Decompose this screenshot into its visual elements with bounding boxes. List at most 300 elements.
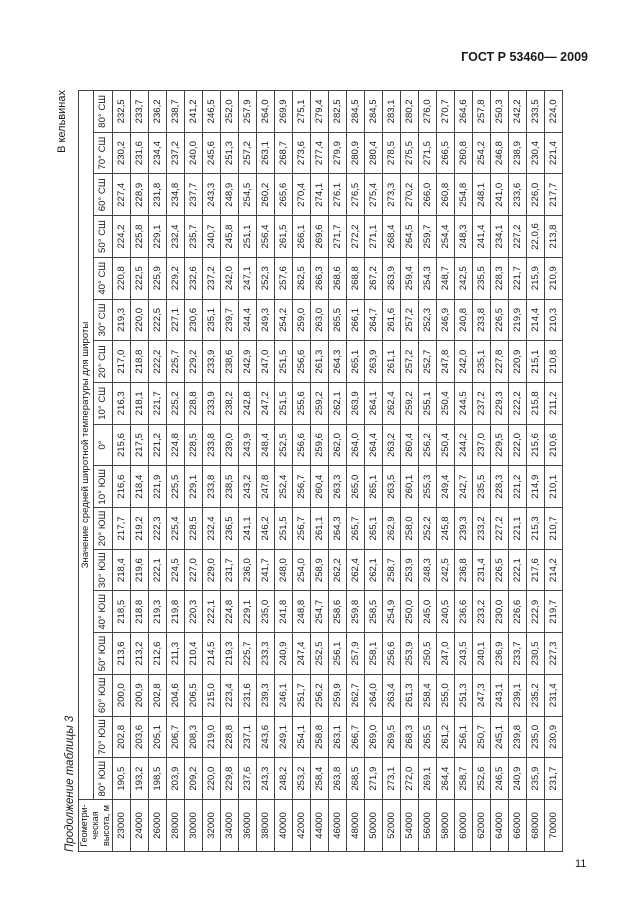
temperature-cell: 262,4 — [347, 549, 365, 591]
altitude-cell: 54000 — [401, 800, 419, 852]
temperature-cell: 246,5 — [203, 91, 221, 133]
table-row — [293, 91, 311, 852]
temperature-cell: 261,3 — [401, 674, 419, 716]
altitude-cell: 50000 — [365, 800, 383, 852]
temperature-cell: 258,6 — [329, 591, 347, 633]
temperature-cell: 254,7 — [311, 591, 329, 633]
temperature-cell: 256,2 — [419, 424, 437, 466]
temperature-cell: 225,9 — [149, 257, 167, 299]
temperature-cell: 219,2 — [131, 508, 149, 550]
temperature-cell: 210,1 — [545, 466, 563, 508]
standard-designation: ГОСТ Р 53460— 2009 — [461, 50, 588, 64]
temperature-cell: 245,1 — [491, 716, 509, 758]
temperature-cell: 268,6 — [329, 257, 347, 299]
temperature-cell: 242,5 — [455, 257, 473, 299]
temperature-cell: 269,1 — [419, 758, 437, 800]
temperature-cell: 265,0 — [347, 466, 365, 508]
temperature-cell: 273,1 — [383, 758, 401, 800]
temperature-cell: 280,2 — [401, 91, 419, 133]
temperature-cell: 263,9 — [347, 382, 365, 424]
temperature-cell: 271,1 — [365, 216, 383, 258]
temperature-cell: 262,1 — [329, 382, 347, 424]
temperature-cell: 242,8 — [239, 382, 257, 424]
latitude-columns-row — [93, 91, 112, 852]
temperature-cell: 245,0 — [419, 591, 437, 633]
latitude-column-header: 70° ЮШ — [93, 716, 112, 758]
latitude-column-header: 50° СШ — [93, 216, 112, 258]
latitude-column-header: 40° СШ — [93, 257, 112, 299]
table-caption: Продолжение таблицы 3 — [64, 715, 76, 852]
temperature-cell: 252,0 — [221, 91, 239, 133]
temperature-cell: 210,6 — [545, 424, 563, 466]
temperature-cell: 230,0 — [491, 591, 509, 633]
temperature-cell: 221,7 — [149, 382, 167, 424]
temperature-cell: 228,5 — [185, 424, 203, 466]
temperature-cell: 276,1 — [329, 174, 347, 216]
temperature-cell: 233,6 — [509, 174, 527, 216]
temperature-cell: 213,2 — [131, 633, 149, 675]
temperature-cell: 245,6 — [203, 132, 221, 174]
temperature-cell: 263,5 — [383, 466, 401, 508]
temperature-cell: 261,3 — [311, 341, 329, 383]
temperature-cell: 215,1 — [527, 341, 545, 383]
temperature-cell: 248,2 — [275, 758, 293, 800]
temperature-cell: 264,4 — [365, 424, 383, 466]
temperature-cell: 210,3 — [545, 299, 563, 341]
table-row — [329, 91, 347, 852]
temperature-cell: 236,6 — [455, 591, 473, 633]
temperature-cell: 243,3 — [203, 174, 221, 216]
temperature-cell: 221,9 — [149, 466, 167, 508]
temperature-cell: 262,0 — [329, 424, 347, 466]
temperature-cell: 233,3 — [257, 633, 275, 675]
table-row — [167, 91, 185, 852]
temperature-cell: 264,3 — [329, 341, 347, 383]
temperature-cell: 217,7 — [545, 174, 563, 216]
latitude-column-header: 40° ЮШ — [93, 591, 112, 633]
temperature-cell: 259,8 — [347, 591, 365, 633]
temperature-cell: 253,2 — [293, 758, 311, 800]
temperature-cell: 214,2 — [545, 549, 563, 591]
temperature-cell: 258,7 — [455, 758, 473, 800]
temperature-cell: 262,4 — [383, 382, 401, 424]
temperature-cell: 230,6 — [185, 299, 203, 341]
temperature-cell: 243,3 — [257, 758, 275, 800]
temperature-cell: 252,2 — [419, 508, 437, 550]
temperature-cell: 248,0 — [275, 549, 293, 591]
temperature-cell: 233,8 — [203, 466, 221, 508]
altitude-cell: 32000 — [203, 800, 221, 852]
temperature-cell: 221,4 — [545, 132, 563, 174]
temperature-cell: 213,6 — [113, 633, 131, 675]
temperature-cell: 275,1 — [293, 91, 311, 133]
temperature-cell: 202,8 — [113, 716, 131, 758]
temperature-cell: 269,6 — [311, 216, 329, 258]
temperature-cell: 236,5 — [221, 508, 239, 550]
temperature-cell: 253,9 — [401, 549, 419, 591]
temperature-cell: 231,6 — [239, 674, 257, 716]
latitude-column-header: 10° СШ — [93, 382, 112, 424]
temperature-cell: 242,0 — [221, 257, 239, 299]
altitude-cell: 48000 — [347, 800, 365, 852]
temperature-cell: 198,5 — [149, 758, 167, 800]
temperature-cell: 270,7 — [437, 91, 455, 133]
temperature-cell: 263,2 — [383, 424, 401, 466]
temperature-cell: 200,0 — [113, 674, 131, 716]
altitude-cell: 34000 — [221, 800, 239, 852]
temperature-cell: 235,9 — [527, 758, 545, 800]
temperature-cell: 239,1 — [509, 674, 527, 716]
temperature-cell: 236,0 — [239, 549, 257, 591]
temperature-cell: 278,5 — [383, 132, 401, 174]
temperature-cell: 233,9 — [203, 382, 221, 424]
temperature-cell: 222,2 — [149, 341, 167, 383]
temperature-cell: 240,9 — [509, 758, 527, 800]
table-body — [113, 91, 563, 852]
temperature-cell: 277,4 — [311, 132, 329, 174]
latitude-column-header: 70° СШ — [93, 132, 112, 174]
temperature-cell: 258,1 — [365, 633, 383, 675]
temperature-cell: 282,5 — [329, 91, 347, 133]
temperature-cell: 251,3 — [221, 132, 239, 174]
temperature-cell: 235,1 — [473, 341, 491, 383]
temperature-cell: 241,7 — [257, 549, 275, 591]
temperature-cell: 252,7 — [419, 341, 437, 383]
temperature-cell: 241,0 — [491, 174, 509, 216]
temperature-cell: 203,6 — [131, 716, 149, 758]
temperature-cell: 215,6 — [113, 424, 131, 466]
temperature-cell: 233,7 — [509, 633, 527, 675]
temperature-cell: 215,3 — [527, 508, 545, 550]
temperature-cell: 237,1 — [239, 716, 257, 758]
temperature-cell: 234,4 — [149, 132, 167, 174]
temperature-cell: 227,0 — [185, 549, 203, 591]
temperature-cell: 222,0 — [509, 424, 527, 466]
temperature-cell: 256,1 — [329, 633, 347, 675]
temperature-cell: 219,3 — [113, 299, 131, 341]
temperature-cell: 247,3 — [473, 674, 491, 716]
temperature-cell: 237,6 — [239, 758, 257, 800]
temperature-cell: 218,8 — [131, 591, 149, 633]
temperature-cell: 254,2 — [473, 132, 491, 174]
temperature-cell: 240,8 — [455, 299, 473, 341]
temperature-cell: 222,1 — [149, 549, 167, 591]
altitude-cell: 60000 — [455, 800, 473, 852]
temperature-cell: 240,7 — [203, 216, 221, 258]
temperature-table — [78, 90, 563, 852]
temperature-cell: 262,2 — [329, 549, 347, 591]
altitude-cell: 68000 — [527, 800, 545, 852]
temperature-cell: 260,2 — [257, 174, 275, 216]
temperature-cell: 265,6 — [275, 174, 293, 216]
table-row — [203, 91, 221, 852]
temperature-cell: 233,5 — [527, 91, 545, 133]
temperature-cell: 248,7 — [437, 257, 455, 299]
temperature-cell: 261,5 — [275, 216, 293, 258]
table-row — [527, 91, 545, 852]
temperature-cell: 259,6 — [311, 424, 329, 466]
temperature-cell: 217,7 — [113, 508, 131, 550]
temperature-cell: 214,4 — [527, 299, 545, 341]
temperature-cell: 215,8 — [527, 382, 545, 424]
temperature-cell: 216,3 — [113, 382, 131, 424]
temperature-cell: 257,9 — [347, 633, 365, 675]
temperature-cell: 228,3 — [491, 466, 509, 508]
temperature-cell: 269,0 — [365, 716, 383, 758]
temperature-cell: 232,5 — [113, 91, 131, 133]
temperature-cell: 247,0 — [437, 633, 455, 675]
temperature-cell: 222,5 — [149, 299, 167, 341]
temperature-cell: 241,8 — [275, 591, 293, 633]
temperature-cell: 257,2 — [401, 341, 419, 383]
temperature-cell: 231,4 — [545, 674, 563, 716]
temperature-cell: 248,3 — [419, 549, 437, 591]
temperature-cell: 265,5 — [419, 716, 437, 758]
temperature-cell: 243,1 — [491, 674, 509, 716]
temperature-cell: 260,1 — [401, 466, 419, 508]
temperature-cell: 259,2 — [311, 382, 329, 424]
altitude-cell: 36000 — [239, 800, 257, 852]
temperature-cell: 254,1 — [293, 716, 311, 758]
table-row — [455, 91, 473, 852]
temperature-cell: 244,2 — [455, 424, 473, 466]
temperature-cell: 222,5 — [131, 257, 149, 299]
temperature-cell: 235,1 — [203, 299, 221, 341]
temperature-cell: 262,1 — [365, 549, 383, 591]
temperature-cell: 265,1 — [365, 508, 383, 550]
temperature-cell: 234,1 — [491, 216, 509, 258]
temperature-cell: 248,8 — [293, 591, 311, 633]
temperature-cell: 228,8 — [221, 716, 239, 758]
temperature-cell: 235,5 — [473, 466, 491, 508]
temperature-cell: 251,5 — [275, 508, 293, 550]
temperature-cell: 260,4 — [311, 466, 329, 508]
temperature-cell: 229,2 — [185, 341, 203, 383]
temperature-cell: 249,4 — [437, 466, 455, 508]
temperature-cell: 190,5 — [113, 758, 131, 800]
temperature-cell: 256,6 — [383, 633, 401, 675]
temperature-cell: 251,7 — [293, 674, 311, 716]
table-row — [473, 91, 491, 852]
temperature-cell: 253,9 — [401, 633, 419, 675]
temperature-cell: 230,4 — [527, 132, 545, 174]
temperature-cell: 279,9 — [329, 132, 347, 174]
temperature-cell: 271,9 — [365, 758, 383, 800]
temperature-cell: 219,3 — [221, 633, 239, 675]
temperature-cell: 256,6 — [293, 424, 311, 466]
temperature-cell: 221,1 — [509, 508, 527, 550]
temperature-cell: 218,4 — [131, 466, 149, 508]
temperature-cell: 250,3 — [491, 91, 509, 133]
temperature-cell: 254,3 — [419, 257, 437, 299]
table-row — [347, 91, 365, 852]
temperature-cell: 239,3 — [257, 674, 275, 716]
temperature-cell: 238,9 — [509, 132, 527, 174]
temperature-cell: 210,9 — [545, 257, 563, 299]
temperature-cell: 270,2 — [401, 174, 419, 216]
temperature-cell: 217,5 — [131, 424, 149, 466]
temperature-cell: 222,9 — [527, 591, 545, 633]
temperature-cell: 243,5 — [455, 633, 473, 675]
temperature-cell: 247,0 — [257, 341, 275, 383]
temperature-cell: 236,2 — [149, 91, 167, 133]
temperature-cell: 258,8 — [311, 716, 329, 758]
temperature-cell: 241,4 — [473, 216, 491, 258]
temperature-cell: 264,4 — [437, 758, 455, 800]
table-row — [491, 91, 509, 852]
temperature-cell: 203,9 — [167, 758, 185, 800]
temperature-cell: 233,2 — [473, 591, 491, 633]
latitude-group-header: Значение средней широтной температуры для широты — [79, 91, 94, 800]
latitude-column-header: 20° СШ — [93, 341, 112, 383]
temperature-cell: 256,6 — [293, 341, 311, 383]
temperature-cell: 255,3 — [419, 466, 437, 508]
temperature-cell: 234,8 — [167, 174, 185, 216]
temperature-cell: 225,4 — [167, 508, 185, 550]
temperature-cell: 206,5 — [185, 674, 203, 716]
temperature-cell: 254,0 — [293, 549, 311, 591]
temperature-cell: 226,6 — [509, 591, 527, 633]
temperature-cell: 231,8 — [149, 174, 167, 216]
latitude-column-header: 80° СШ — [93, 91, 112, 133]
temperature-cell: 247,8 — [257, 466, 275, 508]
temperature-cell: 237,0 — [473, 424, 491, 466]
temperature-cell: 283,1 — [383, 91, 401, 133]
temperature-cell: 227,4 — [113, 174, 131, 216]
temperature-cell: 246,2 — [257, 508, 275, 550]
temperature-cell: 223,4 — [221, 674, 239, 716]
temperature-cell: 226,0 — [527, 174, 545, 216]
temperature-cell: 259,2 — [401, 382, 419, 424]
temperature-cell: 229,2 — [167, 257, 185, 299]
temperature-cell: 248,9 — [221, 174, 239, 216]
temperature-cell: 280,4 — [365, 132, 383, 174]
table-row — [239, 91, 257, 852]
temperature-cell: 233,7 — [131, 91, 149, 133]
temperature-cell: 227,2 — [509, 216, 527, 258]
page-number: 11 — [575, 858, 587, 870]
temperature-cell: 268,7 — [275, 132, 293, 174]
temperature-cell: 264,0 — [257, 91, 275, 133]
temperature-cell: 230,9 — [545, 716, 563, 758]
temperature-cell: 267,2 — [365, 257, 383, 299]
temperature-cell: 284,5 — [365, 91, 383, 133]
temperature-cell: 268,4 — [383, 216, 401, 258]
temperature-cell: 245,8 — [221, 216, 239, 258]
altitude-cell: 38000 — [257, 800, 275, 852]
temperature-cell: 257,9 — [239, 91, 257, 133]
temperature-cell: 256,7 — [293, 508, 311, 550]
temperature-cell: 240,1 — [473, 633, 491, 675]
temperature-cell: 233,8 — [203, 424, 221, 466]
temperature-cell: 259,0 — [293, 299, 311, 341]
temperature-cell: 237,2 — [473, 382, 491, 424]
temperature-cell: 271,7 — [329, 216, 347, 258]
temperature-cell: 232,4 — [167, 216, 185, 258]
temperature-cell: 224,2 — [113, 216, 131, 258]
temperature-cell: 235,5 — [473, 257, 491, 299]
temperature-cell: 220,0 — [203, 758, 221, 800]
temperature-cell: 235,2 — [527, 674, 545, 716]
altitude-cell: 44000 — [311, 800, 329, 852]
temperature-cell: 217,6 — [527, 549, 545, 591]
temperature-cell: 222,2 — [509, 382, 527, 424]
temperature-cell: 258,5 — [365, 591, 383, 633]
temperature-cell: 258,4 — [419, 674, 437, 716]
temperature-cell: 248,1 — [473, 174, 491, 216]
temperature-cell: 232,4 — [203, 508, 221, 550]
temperature-cell: 264,3 — [329, 508, 347, 550]
latitude-column-header: 30° СШ — [93, 299, 112, 341]
latitude-column-header: 60° СШ — [93, 174, 112, 216]
temperature-cell: 248,3 — [455, 216, 473, 258]
temperature-cell: 251,3 — [455, 674, 473, 716]
temperature-cell: 242,2 — [509, 91, 527, 133]
temperature-cell: 227,2 — [491, 508, 509, 550]
temperature-cell: 263,3 — [329, 466, 347, 508]
temperature-cell: 259,9 — [329, 674, 347, 716]
temperature-cell: 258,7 — [383, 549, 401, 591]
temperature-cell: 257,8 — [473, 91, 491, 133]
table-row — [437, 91, 455, 852]
temperature-cell: 250,7 — [473, 716, 491, 758]
temperature-cell: 241,2 — [185, 91, 203, 133]
altitude-cell: 42000 — [293, 800, 311, 852]
temperature-cell: 249,3 — [257, 299, 275, 341]
temperature-cell: 264,7 — [365, 299, 383, 341]
temperature-cell: 225,8 — [131, 216, 149, 258]
temperature-cell: 214,5 — [203, 633, 221, 675]
altitude-cell: 56000 — [419, 800, 437, 852]
temperature-cell: 269,5 — [383, 716, 401, 758]
table-row — [113, 91, 131, 852]
latitude-column-header: 0° — [93, 424, 112, 466]
temperature-cell: 204,6 — [167, 674, 185, 716]
temperature-cell: 261,1 — [311, 508, 329, 550]
temperature-cell: 272,2 — [347, 216, 365, 258]
temperature-cell: 257,6 — [275, 257, 293, 299]
temperature-cell: 247,2 — [257, 382, 275, 424]
rotated-table-block — [56, 90, 590, 852]
temperature-cell: 250,0 — [401, 591, 419, 633]
temperature-cell: 233,2 — [473, 508, 491, 550]
table-row — [311, 91, 329, 852]
temperature-cell: 263,9 — [365, 341, 383, 383]
temperature-cell: 264,0 — [347, 424, 365, 466]
temperature-cell: 254,2 — [275, 299, 293, 341]
temperature-cell: 265,5 — [329, 299, 347, 341]
temperature-cell: 247,1 — [239, 257, 257, 299]
temperature-cell: 256,7 — [293, 466, 311, 508]
temperature-cell: 264,6 — [455, 91, 473, 133]
temperature-cell: 233,9 — [203, 341, 221, 383]
temperature-cell: 261,1 — [383, 341, 401, 383]
temperature-cell: 258,9 — [311, 549, 329, 591]
temperature-cell: 252,5 — [275, 424, 293, 466]
temperature-cell: 220,3 — [185, 591, 203, 633]
table-row — [185, 91, 203, 852]
temperature-cell: 259,7 — [419, 216, 437, 258]
temperature-cell: 229,1 — [149, 216, 167, 258]
temperature-cell: 242,9 — [239, 341, 257, 383]
temperature-cell: 238,2 — [221, 382, 239, 424]
temperature-cell: 279,4 — [311, 91, 329, 133]
temperature-cell: 235,0 — [257, 591, 275, 633]
temperature-cell: 225,7 — [167, 341, 185, 383]
temperature-cell: 225,7 — [239, 633, 257, 675]
temperature-cell: 205,1 — [149, 716, 167, 758]
temperature-cell: 227,8 — [491, 341, 509, 383]
